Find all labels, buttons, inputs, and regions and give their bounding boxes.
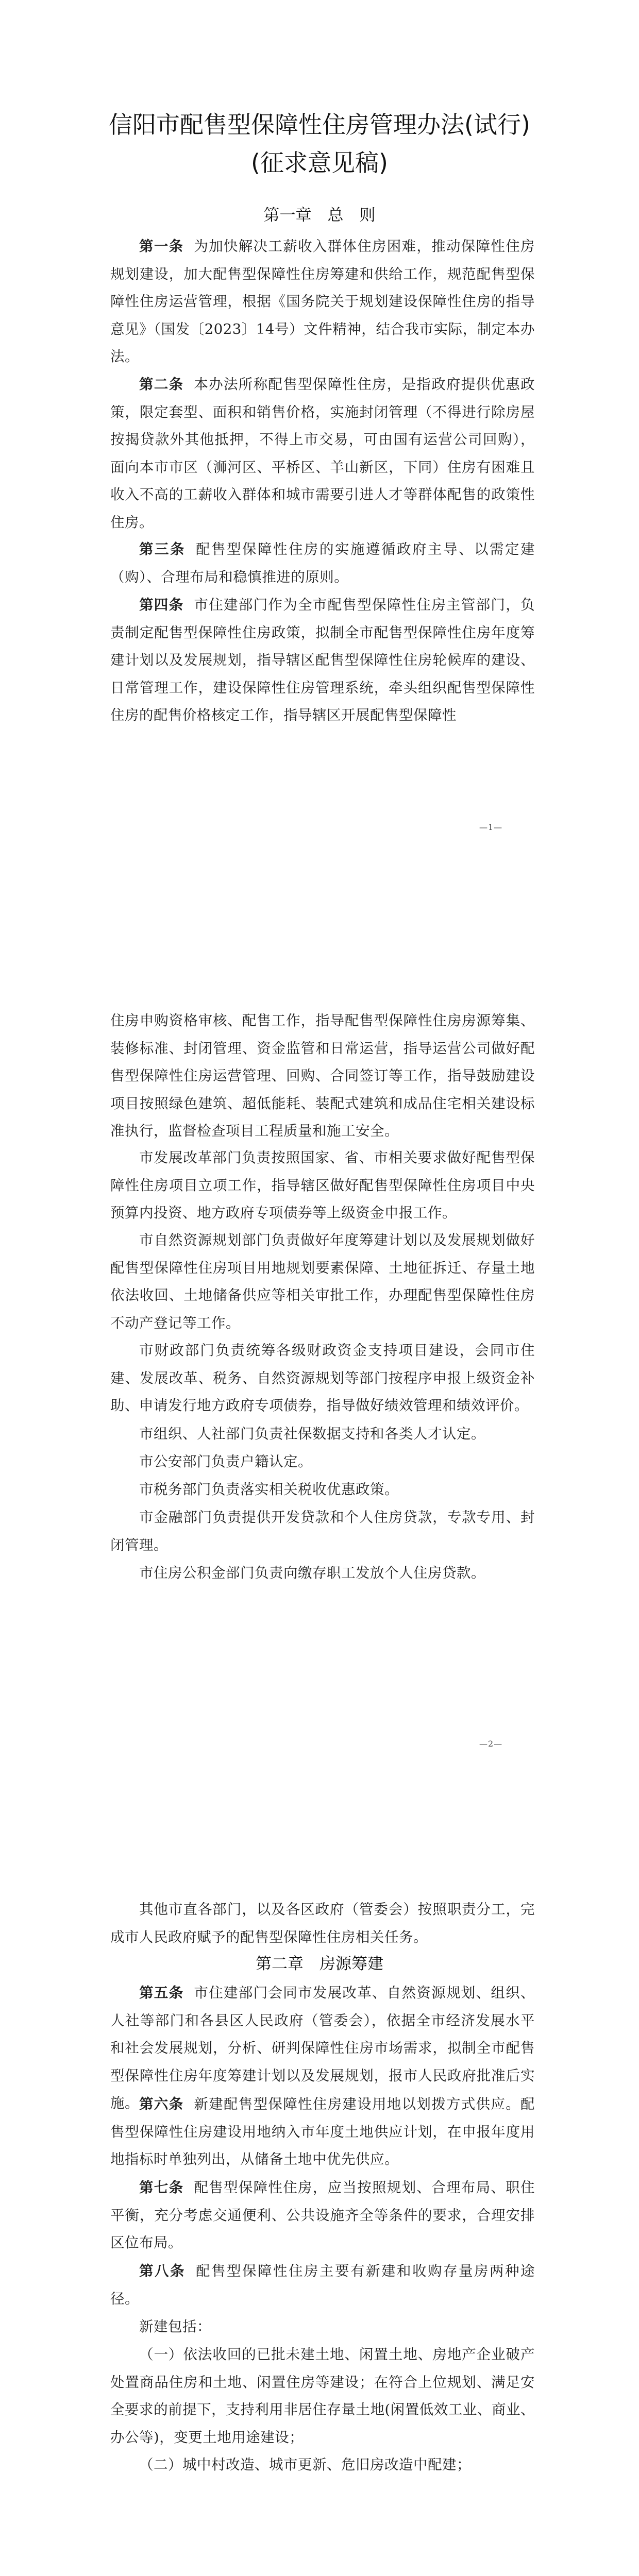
article-7 xyxy=(110,2174,535,2257)
paragraph-financial: 市金融部门负责提供开发贷款和个人住房贷款，专款专用、封闭管理。 xyxy=(110,1509,535,1553)
page-number-1: —1— xyxy=(479,822,503,832)
article-4-continued: 住房申购资格审核、配售工作，指导配售型保障性住房房源筹集、装修标准、封闭管理、资金监管和日常运营，指导运营公司做好配售型保障性住房运营管理、回购、合同签订等工作，指导鼓励建设项目按照绿色建筑、超低能耗、装配式建筑和成品住宅相关建设标准执行，监督检查项目工程质量和施工安全。 xyxy=(110,1012,535,1139)
article-6-text: 新建配售型保障性住房建设用地以划拨方式供应。配售型保障性住房建设用地纳入市年度土地供应计划，在申报年度用地指标时单独列出，从储备土地中优先供应。 xyxy=(110,2096,535,2167)
paragraph-natural-resources: 市自然资源规划部门负责做好年度筹建计划以及发展规划做好配售型保障性住房项目用地规划要素保障、土地征拆迁、存量土地依法收回、土地储备供应等相关审批工作，办理配售型保障性住房不动产登记等工作。 xyxy=(110,1232,535,1331)
page-number-2: —2— xyxy=(479,1739,503,1749)
paragraph-organization-hr: 市组织、人社部门负责社保数据支持和各类人才认定。 xyxy=(139,1426,485,1442)
paragraph-other-departments: 其他市直各部门，以及各区政府（管委会）按照职责分工，完成市人民政府赋予的配售型保障性住房相关任务。 xyxy=(110,1901,535,1945)
document-title-line-1: 信阳市配售型保障性住房管理办法(试行) xyxy=(109,111,530,139)
article-4-label: 第四条 xyxy=(139,597,184,613)
article-1-label: 第一条 xyxy=(139,238,184,255)
chapter-1-heading: 第一章 总 则 xyxy=(263,206,376,225)
article-5-text: 市住建部门会同市发展改革、自然资源规划、组织、人社等部门和各县区人民政府（管委会），依据全市经济发展水平和社会发展规划，分析、研判保障性住房市场需求，拟制全市配售型保障性住房年度筹建计划以及发展规划，报市人民政府批准后实施。 xyxy=(110,1985,535,2111)
article-2 xyxy=(110,371,535,536)
document-page-3 xyxy=(0,1808,639,2576)
document-title-line-2: (征求意见稿) xyxy=(251,149,388,177)
chapter-2-heading: 第二章 房源筹建 xyxy=(256,1955,383,1973)
article-4 xyxy=(110,591,535,730)
article-1 xyxy=(110,233,535,371)
article-8 xyxy=(110,2258,535,2313)
paragraph-tax: 市税务部门负责落实相关税收优惠政策。 xyxy=(139,1481,399,1498)
article-2-label: 第二条 xyxy=(139,376,184,393)
article-7-label: 第七条 xyxy=(139,2179,184,2196)
article-4-text: 市住建部门作为全市配售型保障性住房主管部门，负责制定配售型保障性住房政策，拟制全市配售型保障性住房年度筹建计划以及发展规划，指导辖区配售型保障性住房轮候库的建设、日常管理工作，建设保障性住房管理系统，牵头组织配售型保障性住房的配售价格核定工作，指导辖区开展配售型保障性 xyxy=(110,597,535,723)
article-8-text: 配售型保障性住房主要有新建和收购存量房两种途径。 xyxy=(110,2263,535,2307)
document-page-1 xyxy=(0,0,639,904)
article-3-label: 第三条 xyxy=(139,541,186,557)
article-7-text: 配售型保障性住房，应当按照规划、合理布局、职住平衡，充分考虑交通便利、公共设施齐全等条件的要求，合理安排区位布局。 xyxy=(110,2179,535,2251)
article-6 xyxy=(110,2091,535,2174)
article-8-label: 第八条 xyxy=(139,2263,186,2279)
paragraph-development-reform: 市发展改革部门负责按照国家、省、市相关要求做好配售型保障性住房项目立项工作，指导辖区做好配售型保障性住房项目中央预算内投资、地方政府专项债券等上级资金申报工作。 xyxy=(110,1149,535,1221)
article-2-text: 本办法所称配售型保障性住房，是指政府提供优惠政策，限定套型、面积和销售价格，实施封闭管理（不得进行除房屋按揭贷款外其他抵押，不得上市交易，可由国有运营公司回购），面向本市市区（浉河区、平桥区、羊山新区，下同）住房有困难且收入不高的工薪收入群体和城市需要引进人才等群体配售的政策性住房。 xyxy=(110,376,535,531)
article-3 xyxy=(110,536,535,591)
paragraph-housing-fund: 市住房公积金部门负责向缴存职工发放个人住房贷款。 xyxy=(139,1565,485,1581)
list-item-1: （一）依法收回的已批未建土地、闲置土地、房地产企业破产处置商品住房和土地、闲置住房等建设；在符合上位规划、满足安全要求的前提下，支持利用非居住存量土地(闲置低效工业、商业、办公等)，变更土地用途建设； xyxy=(110,2346,535,2446)
paragraph-public-security: 市公安部门负责户籍认定。 xyxy=(139,1453,312,1470)
article-1-text: 为加快解决工薪收入群体住房困难，推动保障性住房规划建设，加大配售型保障性住房筹建和供给工作，规范配售型保障性住房运营管理，根据《国务院关于规划建设保障性住房的指导意见》（国发〔2023〕14号）文件精神，结合我市实际，制定本办法。 xyxy=(110,238,535,365)
paragraph-finance: 市财政部门负责统筹各级财政资金支持项目建设，会同市住建、发展改革、税务、自然资源规划等部门按程序申报上级资金补助、申请发行地方政府专项债券，指导做好绩效管理和绩效评价。 xyxy=(110,1342,535,1414)
article-3-text: 配售型保障性住房的实施遵循政府主导、以需定建（购）、合理布局和稳慎推进的原则。 xyxy=(110,541,535,585)
article-6-label: 第六条 xyxy=(139,2096,184,2112)
article-5-label: 第五条 xyxy=(139,1985,184,2001)
paragraph-new-construction: 新建包括： xyxy=(139,2318,211,2335)
list-item-2: （二）城中村改造、城市更新、危旧房改造中配建； xyxy=(139,2456,471,2473)
document-page-2 xyxy=(0,904,639,1808)
